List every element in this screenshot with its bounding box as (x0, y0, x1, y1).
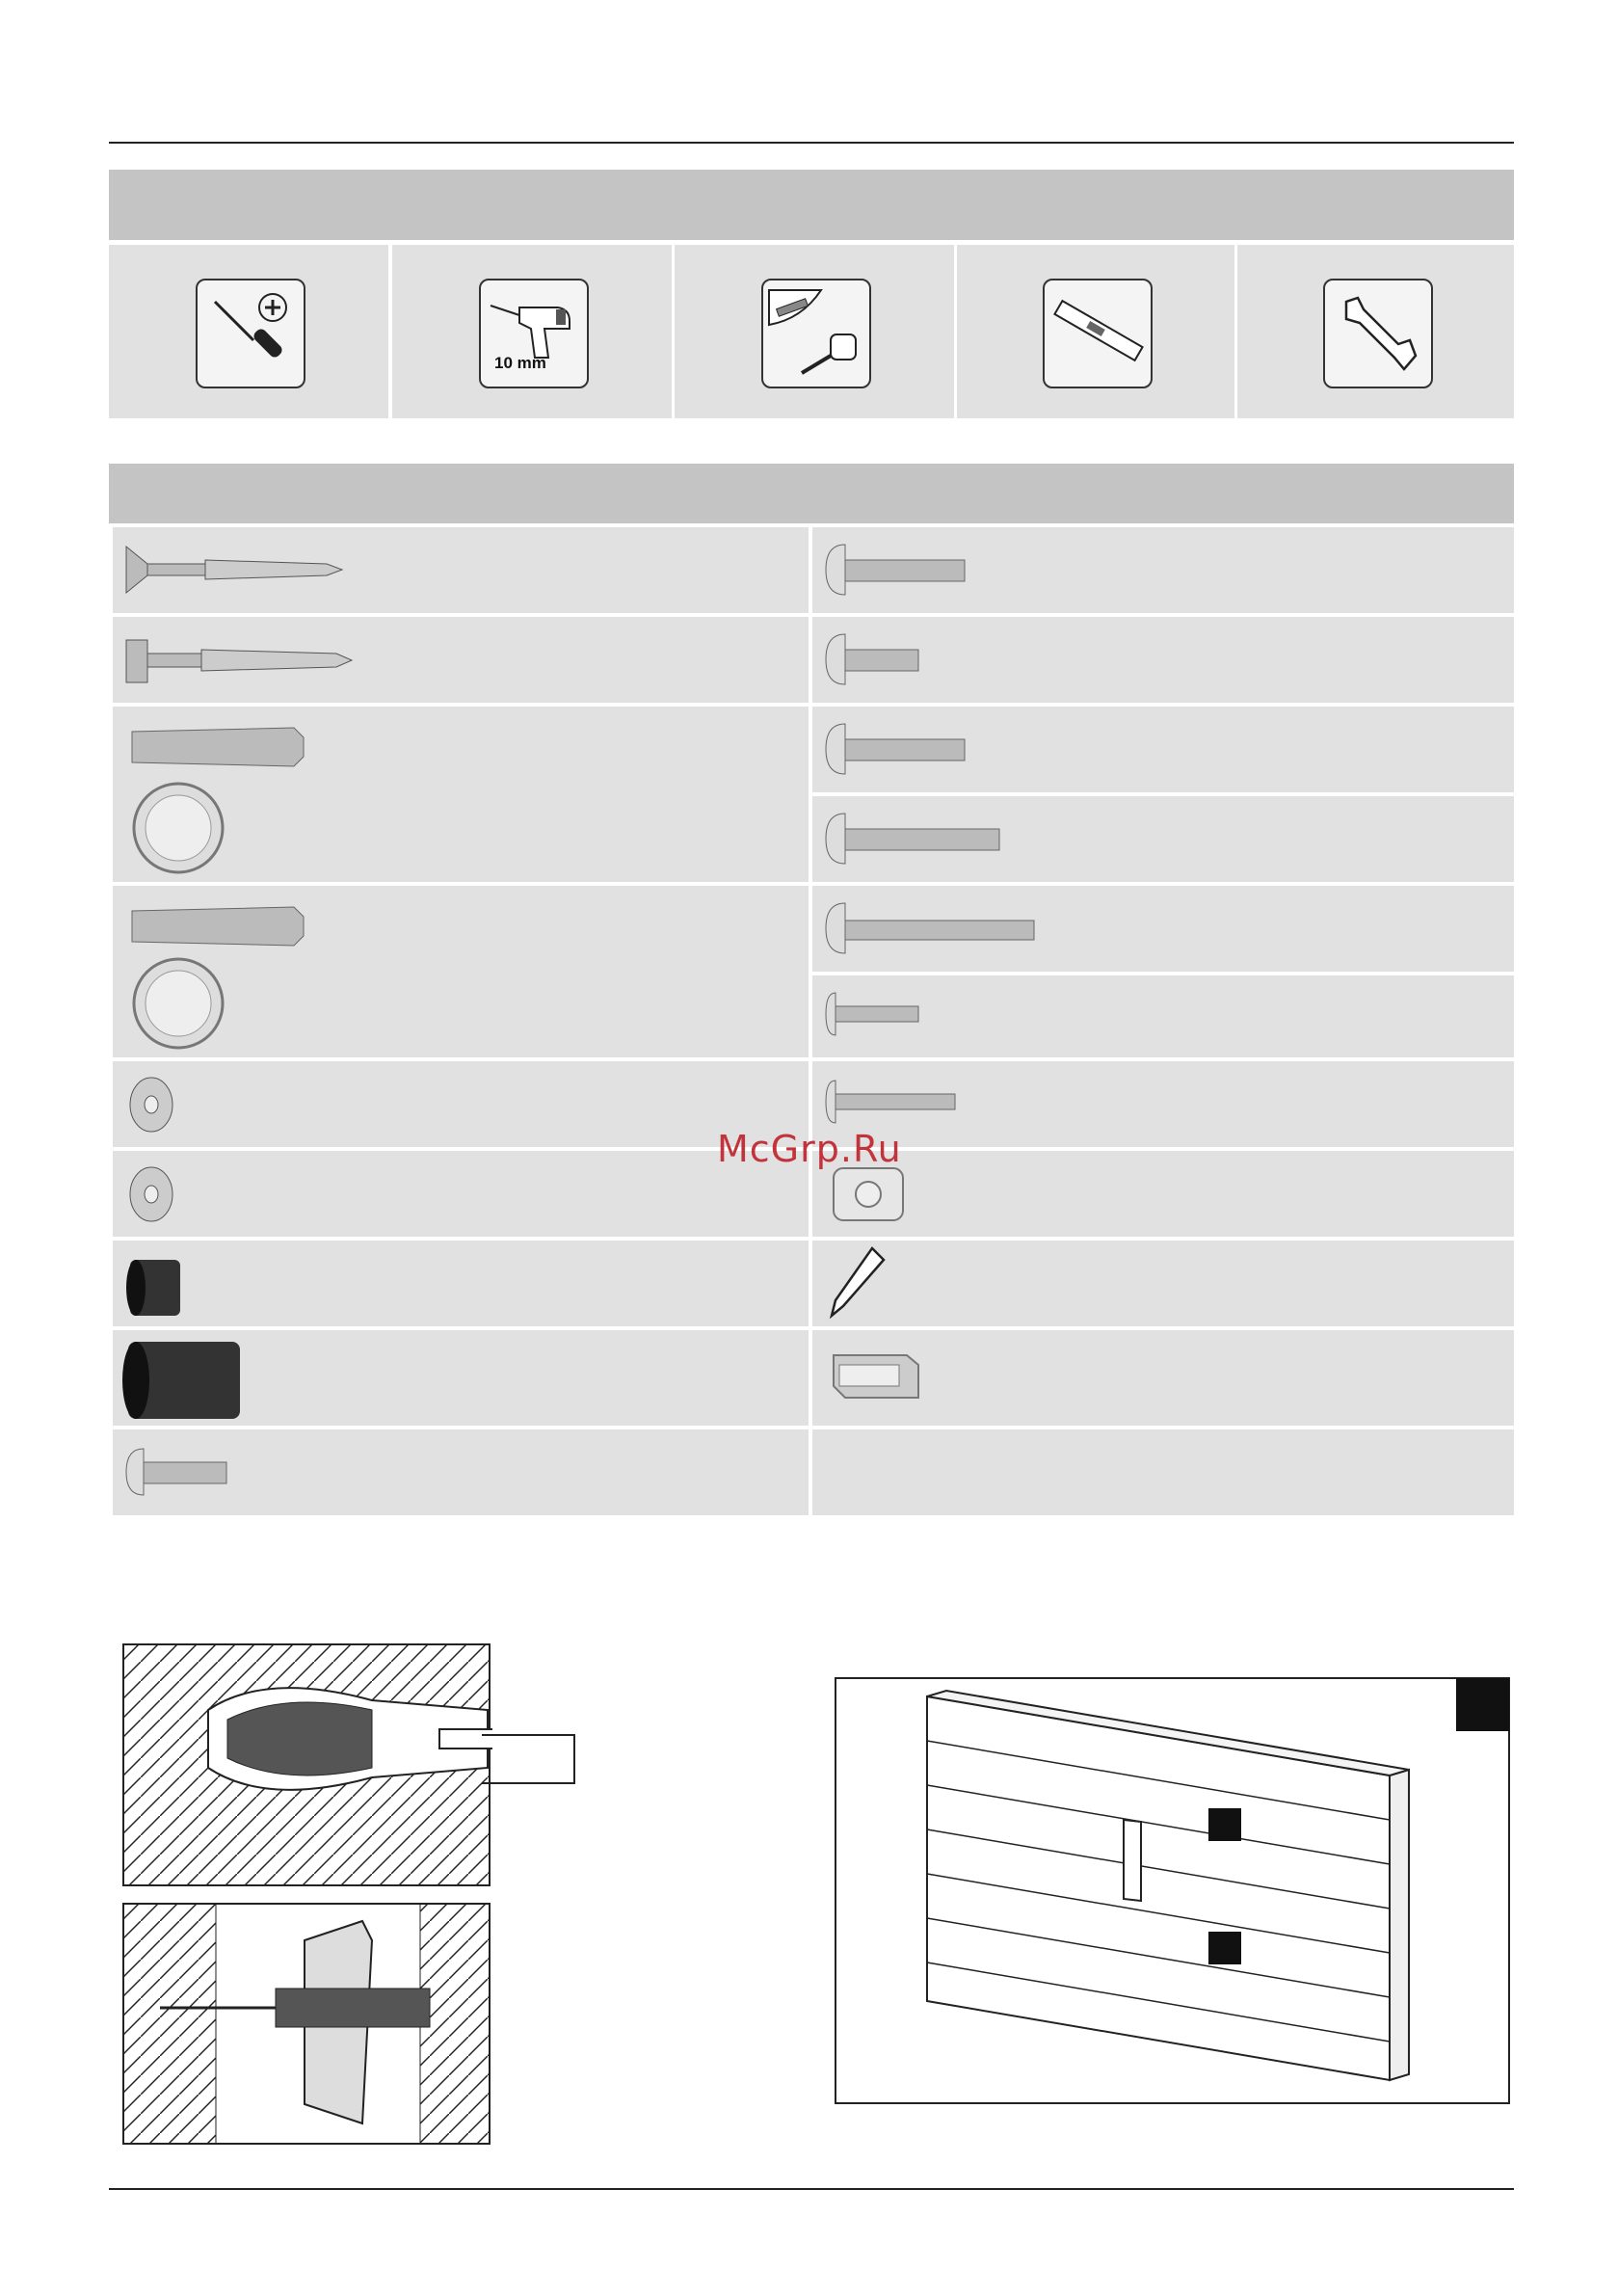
part-bolt-longest (812, 886, 1514, 972)
bubble-level-icon (830, 1342, 936, 1409)
part-empty-cell (812, 1429, 1514, 1515)
part-pencil (812, 1241, 1514, 1326)
top-rule (109, 142, 1514, 144)
washer-icon (122, 1161, 180, 1228)
bolt-icon (824, 985, 940, 1043)
plug-diagram-solid-wall (121, 1642, 492, 1887)
part-spacer-small (113, 1241, 809, 1326)
screwdriver-icon (198, 280, 304, 387)
watermark-text: McGrp.Ru (717, 1128, 902, 1170)
bolt-icon (824, 537, 988, 604)
tool-cell-wrench (1237, 245, 1514, 418)
part-bolt-thin-medium (812, 1061, 1514, 1147)
wall-plug-icon (130, 897, 313, 955)
wall-plug-icon (130, 718, 313, 776)
part-spacer-large (113, 1330, 809, 1426)
part-wall-plug-1 (113, 707, 809, 882)
part-template-washer (812, 1151, 1514, 1237)
bolt-icon (824, 806, 1017, 873)
bolt-icon (824, 716, 988, 784)
part-bolt-long (812, 796, 1514, 882)
brick-wall-illustration (835, 1677, 1510, 2104)
wrench-icon (1325, 280, 1431, 387)
duopower-badge-icon (130, 955, 226, 1052)
callout-marker-1 (1208, 1808, 1241, 1841)
bolt-icon (824, 1073, 968, 1131)
bolt-icon (824, 895, 1046, 963)
wood-screw-icon (124, 537, 356, 604)
drill-size-label: 10 mm (494, 354, 546, 372)
part-bubble-level (812, 1330, 1514, 1426)
part-hex-head-wood-screw (113, 617, 809, 703)
spacer-icon (122, 1248, 219, 1325)
duopower-badge-icon (130, 780, 226, 876)
tool-cell-drill (392, 245, 672, 418)
tools-header-band (109, 170, 1514, 240)
tool-cell-spirit-level (957, 245, 1234, 418)
plug-diagram-hollow-wall (121, 1902, 492, 2146)
tool-cell-tape-measure (675, 245, 954, 418)
part-washer-small (113, 1061, 809, 1147)
washer-icon (122, 1071, 180, 1138)
parts-header-band (109, 464, 1514, 523)
part-countersunk-wood-screw (113, 527, 809, 613)
machine-screw-icon (122, 1439, 248, 1507)
part-wall-plug-2 (113, 886, 809, 1057)
part-bolt-thin-short (812, 975, 1514, 1057)
bolt-icon (824, 627, 940, 694)
pencil-icon (826, 1244, 893, 1322)
part-bolt-short (812, 617, 1514, 703)
part-machine-screw-short (113, 1429, 809, 1515)
bottom-rule (109, 2188, 1514, 2190)
part-bolt-medium (812, 527, 1514, 613)
wood-screw-icon (124, 627, 365, 694)
callout-marker-2 (1208, 1932, 1241, 1964)
spirit-level-icon (1045, 280, 1151, 387)
part-washer-large (113, 1151, 809, 1237)
template-washer-icon (830, 1161, 916, 1228)
tape-measure-icon (763, 280, 869, 387)
tool-cell-screwdriver (109, 245, 388, 418)
part-bolt-medium-2 (812, 707, 1514, 792)
plug-screw-head-solid (482, 1725, 597, 1812)
spacer-icon (120, 1334, 255, 1421)
